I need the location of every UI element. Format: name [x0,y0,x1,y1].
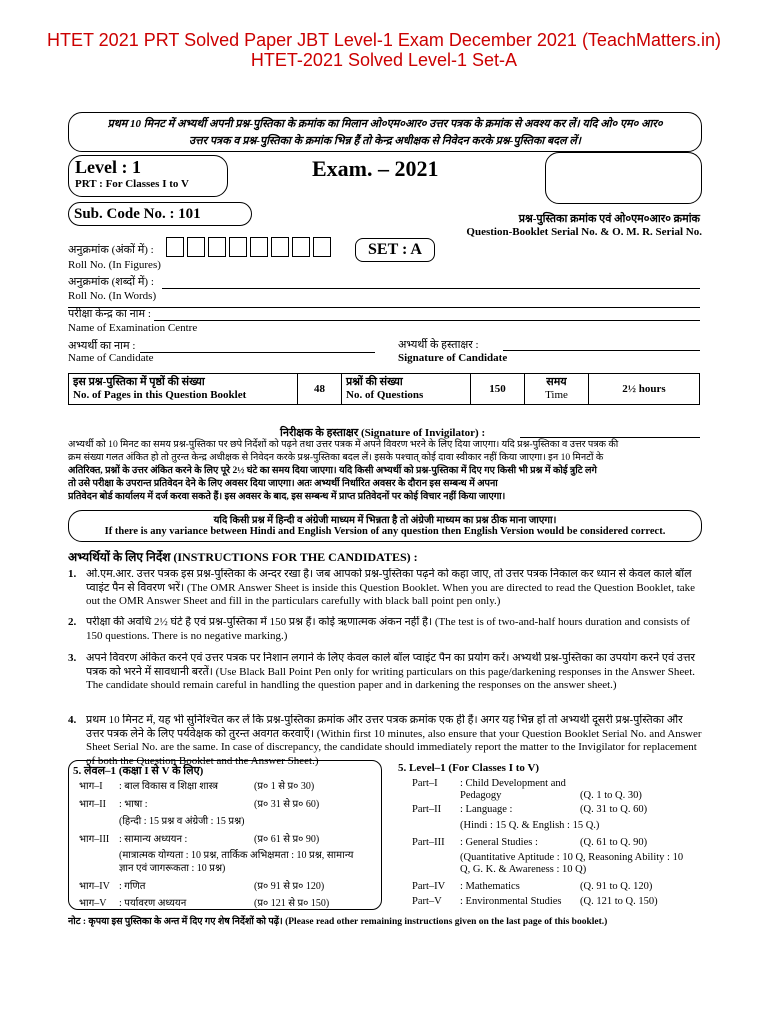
section5-row [79,849,381,875]
instruction-number: 4. [68,714,77,726]
section5-row [412,820,702,832]
part-subject: (Hindi : 15 Q. & English : 15 Q.) [460,820,600,831]
part-label [412,820,460,832]
page-header-line1: HTET 2021 PRT Solved Paper JBT Level-1 Exam December 2021 (TeachMatters.in) [47,30,721,50]
section5-row [412,837,702,849]
part-label: Part–V [412,896,442,907]
section5-english [398,762,702,908]
time-value: 2½ hours [589,374,700,405]
instructions-title: अभ्यर्थियों के लिए निर्देश (INSTRUCTIONS FOR THE CANDIDATES) : [68,550,418,564]
instruction-item [68,652,702,708]
roll-words-line2[interactable] [68,307,700,308]
part-subject: (Quantitative Aptitude : 10 Q, Reasoning Ability : 10 Q, G. K. & Awareness : 10 Q) [460,852,684,875]
part-range: (प्र० 31 से प्र० 60) [254,799,320,810]
pages-label-english: No. of Pages in this Question Booklet [73,389,247,401]
level-subtitle: PRT : For Classes I to V [75,178,189,190]
candidate-label-english: Name of Candidate [68,352,154,364]
part-subject: : General Studies : [460,837,538,848]
variance-english: If there is any variance between Hindi and English Version of any question then English Version would be considered correct. [104,526,666,537]
roll-digit-box[interactable] [208,237,226,257]
part-label: Part–I [412,778,438,789]
section5-english-title: 5. Level–1 (For Classes I to V) [398,762,540,774]
part-range: (प्र० 91 से प्र० 120) [254,881,325,892]
hindi-instructions-paragraph [68,438,702,503]
sub-code-box [68,202,252,226]
roll-digit-box[interactable] [292,237,310,257]
section5-row [79,798,381,811]
instruction-text: परीक्षा की अवधि 2½ घंटे है एवं प्रश्न-पुस्तिका में 150 प्रश्न हैं। कोई ऋणात्मक अंकन नहीं है। (The test is of two-and-half hours duration and consists of 150 questions. There is no negative marking.) [86,616,690,642]
part-label: Part–IV [412,881,446,892]
roll-figures-label-english: Roll No. (In Figures) [68,259,161,271]
part-range: (प्र० 1 से प्र० 30) [254,781,315,792]
level-title: Level : 1 [75,157,141,177]
part-label: Part–III [412,837,445,848]
hindi-para-line: अभ्यर्थी को 10 मिनट का समय प्रश्न-पुस्तिका पर छपे निर्देशों को पढ़ने तथा उत्तर पत्रक में अपने विवरण भरने के लिए दिया जाएगा। यदि प्रश्न-पुस्तिका व उत्तर पत्रक की [68,439,619,450]
roll-words-line[interactable] [162,288,700,289]
questions-value: 150 [471,374,525,405]
section5-row [79,815,381,828]
questions-label-english: No. of Questions [346,389,424,401]
hindi-para-line: अतिरिक्त, प्रश्नों के उत्तर अंकित करने के लिए पूरे 2½ घंटे का समय दिया जाएगा। यदि किसी अभ्यर्थी को प्रश्न-पुस्तिका में दिए गए किसी भी प्रश्न में कोई त्रुटि लगे [68,465,597,476]
part-range: (Q. 91 to Q. 120) [580,881,653,892]
part-subject: : Environmental Studies [460,896,562,907]
part-label: Part–II [412,804,442,815]
section5-row [412,778,702,802]
part-subject: : Mathematics [460,881,520,892]
section5-hindi-title: 5. लेवल–1 (कक्षा I से V के लिए) [73,765,204,777]
instruction-item [68,616,702,646]
page-header-line2: HTET-2021 Solved Level-1 Set-A [250,50,518,70]
part-label: भाग–IV [79,881,110,892]
section5-row [412,804,702,816]
set-label: SET : A [368,241,422,258]
pages-value: 48 [298,374,342,405]
serial-number-box[interactable] [545,152,702,204]
part-subject: (मात्रात्मक योग्यता : 10 प्रश्न, तार्किक अभिक्षमता : 10 प्रश्न, सामान्य ज्ञान एवं जागरूकता : 10 प्रश्न) [119,850,354,874]
roll-digit-box[interactable] [250,237,268,257]
roll-digit-box[interactable] [166,237,184,257]
roll-words-label-english: Roll No. (In Words) [68,290,157,302]
instruction-number: 3. [68,652,77,664]
part-subject: : पर्यावरण अध्ययन [119,898,187,909]
sub-code: Sub. Code No. : 101 [74,206,201,222]
part-subject: : बाल विकास व शिक्षा शास्त्र [119,781,219,792]
part-label: भाग–V [79,898,107,909]
section5-row [79,880,381,893]
part-range: (प्र० 61 से प्र० 90) [254,834,320,845]
roll-digit-box[interactable] [271,237,289,257]
part-range: (प्र० 121 से प्र० 150) [254,898,330,909]
invigilator-label: निरीक्षक के हस्ताक्षर (Signature of Invigilator) : [280,427,486,439]
part-range: (Q. 61 to Q. 90) [580,837,648,848]
instruction-item [68,568,702,610]
candidate-label-hindi: अभ्यर्थी का नाम : [68,340,136,352]
top-notice-line1: प्रथम 10 मिनट में अभ्यर्थी अपनी प्रश्न-पुस्तिका के क्रमांक का मिलान ओ०एम०आर० उत्तर पत्रक के क्रमांक से अवश्य कर लें। यदि ओ० एम० आर० [107,118,663,130]
part-range: (Q. 121 to Q. 150) [580,896,658,907]
hindi-para-line: क्रम संख्या गलत अंकित हो तो तुरन्त केन्द्र अधीक्षक से निवेदन करके प्रश्न-पुस्तिका बदल लें। इसके पश्चात् कोई दावा स्वीकार नहीं किया जाएगा। इन 10 मिनटों के [68,452,604,463]
level-box [68,155,228,197]
variance-hindi: यदि किसी प्रश्न में हिन्दी व अंग्रेजी माध्यम में भिन्नता है तो अंग्रेजी माध्यम का प्रश्न ठीक माना जाएगा। [213,515,557,526]
instruction-text: ओ.एम.आर. उत्तर पत्रक इस प्रश्न-पुस्तिका के अन्दर रखा है। जब आपको प्रश्न-पुस्तिका पढ़ने को कहा जाए, तो उत्तर पत्रक निकाल कर ध्यान से केवल काले बॉल प्वाइंट पैन से विवरण भरें। (The OMR Answer Sheet is inside this Question Booklet. When you are directed to read the Question Booklet, take out the OMR Answer Sheet and fill in the particulars carefully with black ball point pen only.) [86,568,696,608]
part-label: भाग–II [79,799,106,810]
instruction-number: 2. [68,616,77,628]
centre-label-hindi: परीक्षा केन्द्र का नाम : [68,308,151,320]
section5-row [79,897,381,910]
set-box [355,238,435,262]
signature-label-english: Signature of Candidate [398,352,508,364]
part-label: भाग–III [79,834,110,845]
time-label-hindi: समय [546,376,567,388]
section5-row [79,780,381,793]
section5-english-rows [412,778,702,908]
part-subject: (हिन्दी : 15 प्रश्न व अंग्रेजी : 15 प्रश्न) [119,816,245,827]
part-subject: : गणित [119,881,146,892]
top-notice-line2: उत्तर पत्रक व प्रश्न-पुस्तिका के क्रमांक भिन्न हैं तो केन्द्र अधीक्षक से निवेदन करके प्रश्न-पुस्तिका बदल लें। [189,135,581,147]
instruction-number: 1. [68,568,77,580]
roll-digit-box[interactable] [229,237,247,257]
section5-row [412,881,702,893]
instruction-text: प्रथम 10 मिनट में, यह भी सुनिश्चित कर लें कि प्रश्न-पुस्तिका क्रमांक और उत्तर पत्रक क्रमांक एक ही हैं। अगर यह भिन्न हों तो अभ्यर्थी दूसरी प्रश्न-पुस्तिका और उत्तर पत्रक लेने के लिए पर्यवेक्षक को तुरन्त अवगत करवाएँ। (Within first 10 minutes, also ensure that your Question Booklet Serial No. and Answer Sheet Serial No. are the same. In case of discrepancy, the candidate should immediately report the matter to the Invigilator for replacement of both the Question Booklet and the Answer Sheet.) [86,714,702,767]
part-subject: : भाषा : [119,799,148,810]
part-label [79,815,119,828]
roll-digit-box[interactable] [187,237,205,257]
section5-hindi-rows [79,780,381,910]
centre-label-english: Name of Examination Centre [68,322,198,334]
pages-label-hindi: इस प्रश्न-पुस्तिका में पृष्ठों की संख्या [73,376,205,388]
variance-notice-box [68,510,702,542]
exam-title: Exam. – 2021 [312,156,439,181]
time-label-english: Time [545,389,568,401]
top-notice-box [68,112,702,152]
section5-row [79,833,381,846]
part-label: भाग–I [79,781,103,792]
section5-row [412,896,702,908]
instructions-list [68,568,702,770]
serial-label-english: Question-Booklet Serial No. & O. M. R. Serial No. [466,226,702,238]
instruction-text: अपने विवरण अंकित करने एवं उत्तर पत्रक पर निशान लगाने के लिए केवल काले बॉल प्वाइंट पैन का प्रयोग करें। अभ्यर्थी प्रश्न-पुस्तिका का उपयोग करने एवं उत्तर पत्रक को भरने में सावधानी बरतें। (Use Black Ball Point Pen only for writing particulars on this page/darkening responses in the Answer Sheet. The candidate should remain careful in handling the question paper and in darkening the responses on the answer sheet.) [86,652,695,692]
roll-figures-label-hindi: अनुक्रमांक (अंकों में) : [68,244,154,256]
hindi-para-line: प्रतिवेदन बोर्ड कार्यालय में दर्ज करवा सकते हैं। इस अवसर के बाद, इस सम्बन्ध में प्राप्त प्रतिवेदनों पर कोई विचार नहीं किया जाएगा। [68,491,506,502]
part-subject: : Language : [460,804,513,815]
serial-label-hindi: प्रश्न-पुस्तिका क्रमांक एवं ओ०एम०आर० क्रमांक [518,213,700,225]
signature-line[interactable] [503,350,700,351]
roll-number-boxes[interactable] [166,237,336,259]
booklet-info-table [68,373,700,405]
roll-digit-box[interactable] [313,237,331,257]
section5-row [412,852,702,876]
section5-hindi-box [68,760,382,910]
part-subject: : सामान्य अध्ययन : [119,834,188,845]
part-range: (Q. 1 to Q. 30) [580,790,642,801]
part-range: (Q. 31 to Q. 60) [580,804,648,815]
part-subject: : Child Development and Pedagogy [460,778,566,801]
centre-name-line[interactable] [154,320,700,321]
roll-words-label-hindi: अनुक्रमांक (शब्दों में) : [68,276,154,288]
part-label [79,849,119,875]
signature-label-hindi: अभ्यर्थी के हस्ताक्षर : [398,339,479,351]
candidate-name-line[interactable] [140,352,375,353]
part-label [412,852,460,876]
footer-note: नोट : कृपया इस पुस्तिका के अन्त में दिए गए शेष निर्देशों को पढ़ें। (Please read other remaining instructions given on the last page of this booklet.) [68,917,608,927]
hindi-para-line: तो उसे परीक्षा के उपरान्त प्रतिवेदन देने के लिए अवसर दिया जाएगा। अतः अभ्यर्थी निर्धारित अवसर के दौरान इस सम्बन्ध में अपना [68,478,498,489]
questions-label-hindi: प्रश्नों की संख्या [346,376,403,388]
